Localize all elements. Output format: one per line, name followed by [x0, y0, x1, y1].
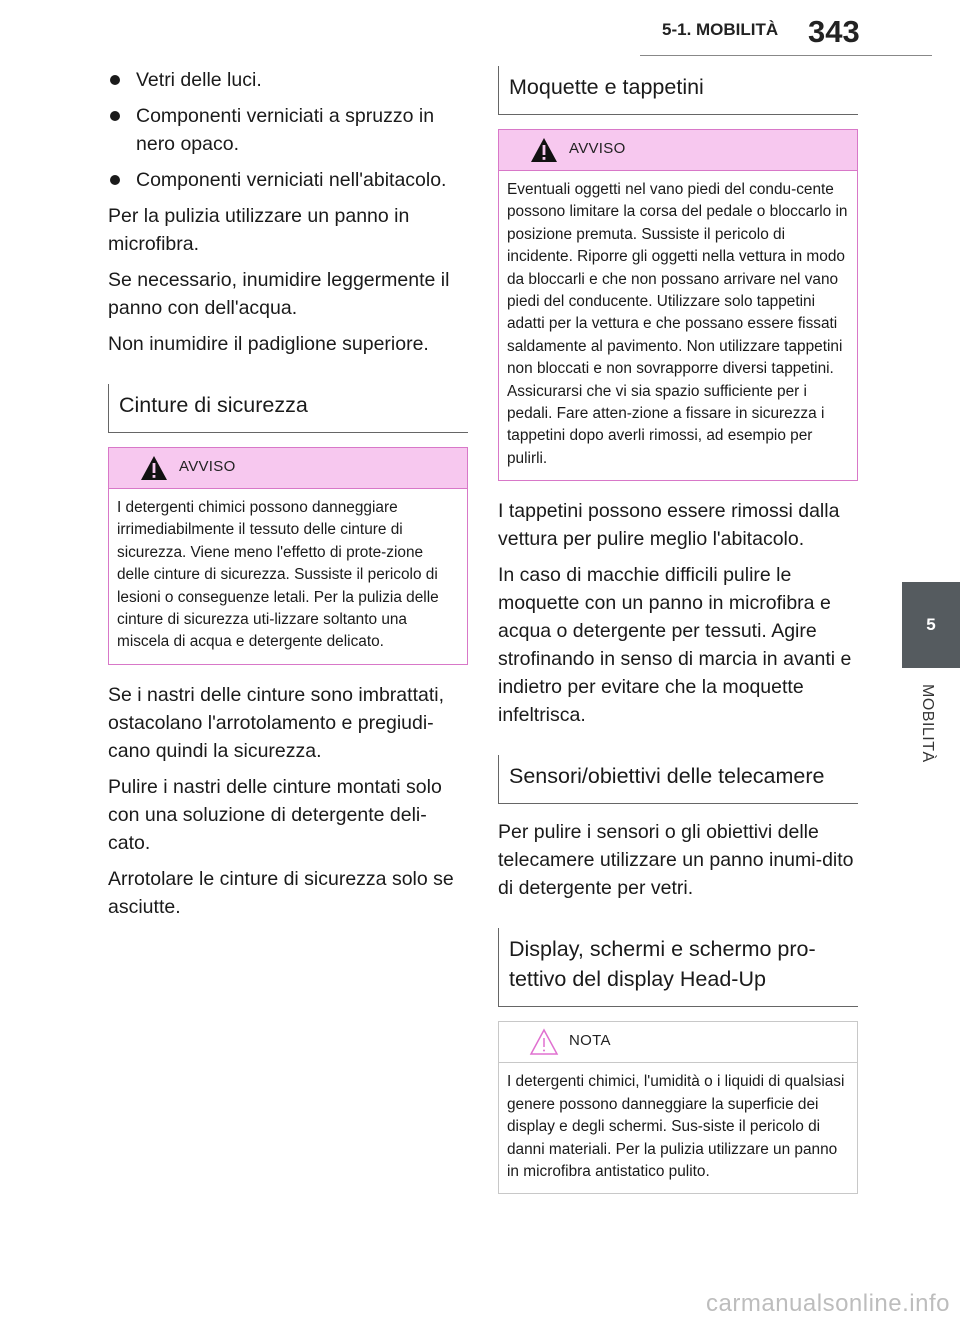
warning-header [499, 130, 857, 171]
paragraph: I tappetini possono essere rimossi dalla vettura per pulire meglio l'abitacolo. [498, 500, 840, 551]
section-heading: Sensori/obiettivi delle telecamere [498, 755, 858, 804]
bullet-text: Componenti verniciati a spruzzo in nero opaco. [136, 105, 435, 155]
bullet-icon [110, 75, 120, 85]
note-header [499, 1022, 857, 1063]
chapter-side-label [896, 684, 956, 804]
section-heading: Moquette e tappetini [498, 66, 858, 115]
right-column [498, 66, 858, 1210]
chapter-tab: 5 [902, 582, 960, 668]
warning-header [109, 448, 467, 489]
warning-title: AVVISO [569, 140, 626, 157]
warning-text: I detergenti chimici possono danneggiare irrimediabilmente il tessuto delle cinture di sicurezza. Viene meno l'effetto di prote-zione delle cinture di sicurezza. Sussiste il pericolo di lesioni o conseguenze letali. Per la pulizia delle cinture di sicurezza uti-lizzare soltanto una miscela di acqua e detergente delicato. [117, 499, 439, 651]
warning-text: Eventuali oggetti nel vano piedi del condu-cente possono limitare la corsa del pedale o bloccarlo in posizione premuta. Sussiste il pericolo di incidente. Riporre gli oggetti nella vettura in modo da bloccarli e che non possano arrivare nel vano piedi del conducente. Utilizzare solo tappetini adatti per la vettura e che possano essere fissati saldamente al pavimento. Non utilizzare tappetini non bloccati e non sovrapporre diversi tappetini. Assicurarsi che vi sia spazio sufficiente per i pedali. Fare atten-zione a fissare in sicurezza i tappetini dopo averli rimossi, ad esempio per pulirli. [507, 181, 848, 467]
paragraph: Per pulire i sensori o gli obiettivi delle telecamere utilizzare un panno inumi-dito di detergente per vetri. [498, 821, 854, 900]
warning-icon [139, 454, 169, 482]
paragraph: Se i nastri delle cinture sono imbrattati, ostacolano l'arrotolamento e pregiudi-cano quindi la sicurezza. [108, 683, 444, 762]
chapter-title: MOBILITÀ [919, 684, 936, 763]
warning-box [108, 447, 468, 665]
warning-box [498, 129, 858, 481]
left-column [108, 66, 468, 929]
paragraph: Arrotolare le cinture di sicurezza solo se asciutte. [108, 867, 454, 918]
paragraph: Per la pulizia utilizzare un panno in microfibra. [108, 205, 410, 255]
note-text: I detergenti chimici, l'umidità o i liquidi di qualsiasi genere possono danneggiare la superficie dei display e degli schermi. Sus-siste il pericolo di danni materiali. Per la pulizia utilizzare un panno in microfibra antistatico pulito. [507, 1073, 845, 1180]
paragraph: Pulire i nastri delle cinture montati solo con una soluzione di detergente deli-cato. [108, 775, 442, 854]
watermark: carmanualsonline.info [706, 1290, 950, 1317]
list-item [108, 66, 468, 94]
bullet-text: Componenti verniciati nell'abitacolo. [136, 169, 447, 191]
paragraph: Se necessario, inumidire leggermente il panno con dell'acqua. [108, 269, 450, 319]
list-item [108, 166, 468, 194]
bullet-text: Vetri delle luci. [136, 69, 262, 91]
section-heading: Cinture di sicurezza [108, 384, 468, 433]
list-item [108, 102, 468, 158]
page-header [0, 0, 960, 66]
warning-title: AVVISO [179, 458, 236, 475]
header-rule [640, 55, 932, 56]
paragraph: In caso di macchie difficili pulire le moquette con un panno in microfibra e acqua o detergente per tessuti. Agire strofinando in senso di marcia in avanti e indietro per evitare che la moquette infeltrisca. [498, 564, 852, 727]
paragraph: Non inumidire il padiglione superiore. [108, 333, 429, 355]
note-box [498, 1021, 858, 1194]
bullet-list [108, 66, 468, 194]
section-heading: Display, schermi e schermo pro-tettivo del display Head-Up [498, 928, 858, 1007]
section-label: 5-1. MOBILITÀ [662, 20, 779, 39]
caution-outline-icon [529, 1028, 559, 1056]
page-number: 343 [808, 14, 860, 49]
bullet-icon [110, 111, 120, 121]
note-title: NOTA [569, 1032, 611, 1050]
bullet-icon [110, 175, 120, 185]
warning-icon [529, 136, 559, 164]
